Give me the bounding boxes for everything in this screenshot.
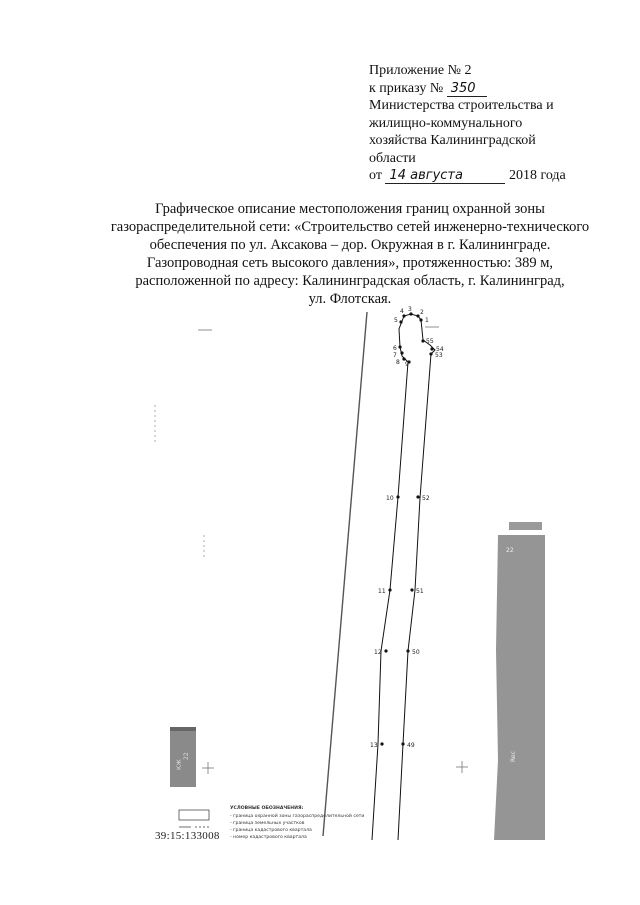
vertex-label-6: 6 [393,345,397,352]
title-line-2: газораспределительной сети: «Строительство сетей инженерно-технического [110,219,590,235]
vertex-13 [380,742,383,745]
vertex-6 [398,345,401,348]
vertex-12 [384,649,387,652]
vertex-52 [416,495,419,498]
land-plot-boundary-line [323,312,367,836]
vertex-label-5: 5 [394,317,398,324]
title-line-3: обеспечения по ул. Аксакова – дор. Окружная в г. Калининграде. [149,237,551,253]
date-suffix: 2018 года [508,168,566,183]
vertex-49 [401,742,404,745]
vertex-11 [388,588,391,591]
vertex-53 [429,352,432,355]
title-line-5: расположенной по адресу: Калининградская область, г. Калининград, [135,273,565,289]
legend-swatch-zone [179,810,209,820]
vertex-label-13: 13 [370,742,378,749]
vertex-7 [400,351,403,354]
vertex-label-52: 52 [422,495,430,502]
date-handwritten: 14 августа [385,169,505,184]
ministry-line-2: жилищно-коммунального [369,115,523,131]
vertex-label-2: 2 [420,309,424,316]
vertex-label-9: 9 [405,361,409,368]
title-line-6: ул. Флотская. [308,291,392,307]
legend-item-4: - номер кадастрового квартала [230,835,307,840]
title-line-4: Газопроводная сеть высокого давления», протяженностью: 389 м, [146,255,554,271]
vertex-label-7: 7 [393,352,397,359]
order-prefix: к приказу № [369,80,444,96]
vertex-54 [430,347,433,350]
vertex-label-51: 51 [416,588,424,595]
vertex-label-10: 10 [386,495,394,502]
ministry-line-3: хозяйства Калининградской [369,133,536,148]
vertex-1 [419,318,422,321]
vertex-label-1: 1 [425,317,429,324]
vertex-10 [396,495,399,498]
vertex-5 [399,320,402,323]
vertex-label-4: 4 [400,308,404,315]
vertex-51 [410,588,413,591]
faint-boundary [155,405,204,560]
vertex-label-53: 53 [435,352,443,359]
protection-zone-outline [372,314,435,840]
building-left [170,727,196,787]
vertex-label-54: 54 [436,346,444,353]
vertex-label-3: 3 [408,306,412,313]
vertex-label-11: 11 [378,588,386,595]
order-number-handwritten: 350 [447,82,487,97]
vertex-55 [421,339,424,342]
vertex-label-49: 49 [407,742,415,749]
vertex-label-12: 12 [374,649,382,656]
building-right [494,522,545,840]
legend-item-3: - граница кадастрового квартала [230,828,312,833]
building-right-label: Rec [510,751,517,762]
ministry-line-1: Министерства строительства и [369,98,554,113]
vertex-50 [406,649,409,652]
vertex-label-50: 50 [412,649,420,656]
building-right-number: 22 [506,547,514,554]
appendix-number: Приложение № 2 [369,63,472,78]
date-prefix: от [369,168,382,183]
vertex-label-8: 8 [396,359,400,366]
title-line-1: Графическое описание местоположения границ охранной зоны [155,201,545,217]
legend-item-1: - граница охранной зоны газораспределительной сети [230,814,365,819]
building-left-number: 22 [183,752,190,760]
legend-heading: УСЛОВНЫЕ ОБОЗНАЧЕНИЯ: [230,806,304,811]
building-left-label: КЖ [176,759,183,770]
legend-item-2: - граница земельных участков [230,821,305,826]
vertex-label-55: 55 [426,338,434,345]
ministry-line-4: области [369,150,416,166]
cadastral-quarter-number: 39:15:133008 [155,830,220,842]
